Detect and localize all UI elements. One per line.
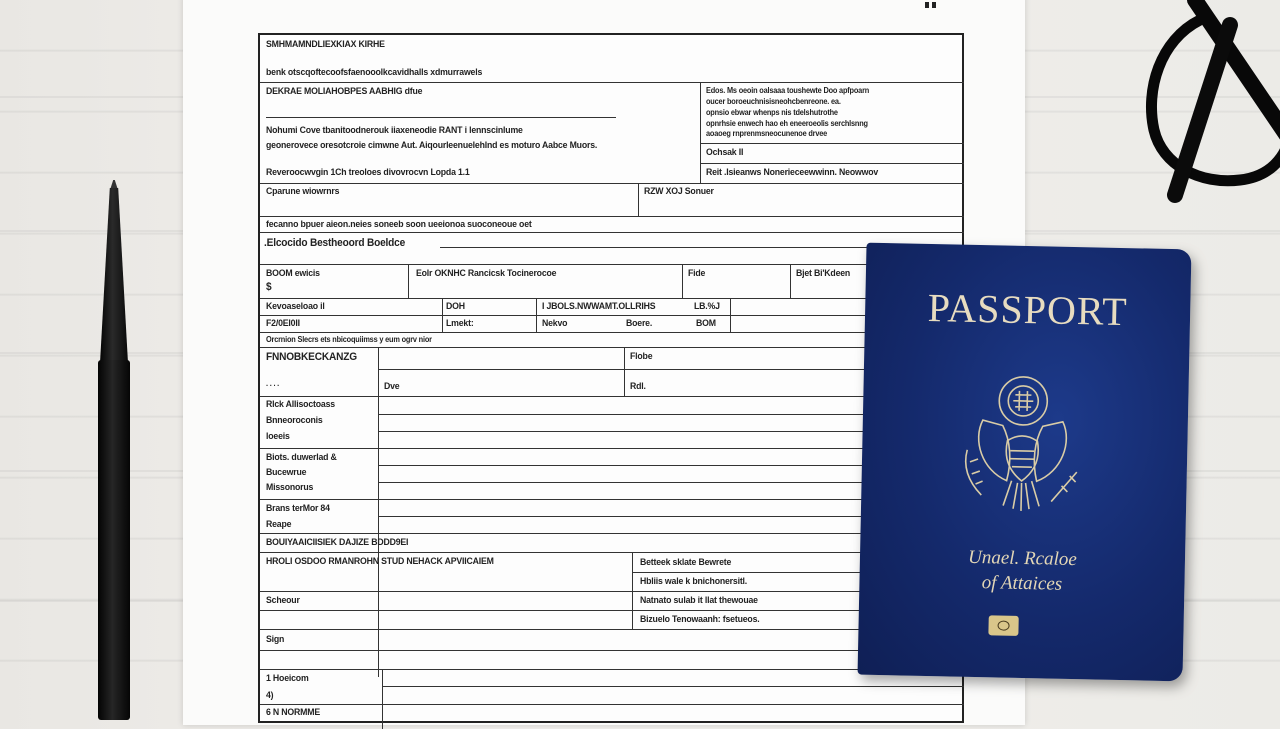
- form-title: SMHMAMNDLIEXKIAX KIRHE: [266, 39, 385, 50]
- input-line[interactable]: [382, 686, 964, 687]
- divider: [260, 298, 964, 299]
- divider: [260, 448, 964, 449]
- notice-field-2[interactable]: Reit .Isieanws Nonerieceewwinn. Neowwov: [706, 167, 879, 178]
- divider: [260, 332, 964, 333]
- travel-left-label: HROLI OSDOO RMANROHN STUD NEHACK APVIICAIEM: [266, 556, 494, 567]
- grid-r2-c1[interactable]: Kevoaseloao il: [266, 301, 325, 312]
- grid-r2-c4[interactable]: LB.%J: [694, 301, 720, 312]
- biometric-chip-icon: [988, 615, 1018, 636]
- block3-label: Brans terMor 84: [266, 503, 330, 514]
- grid-col2-label: Eolr OKNHC Rancicsk Tocinerocoe: [416, 268, 557, 279]
- notice-line: opnsio ebwar whenps nis tdelshutrothe: [706, 108, 838, 117]
- travel-title: BOUIYAAICIISIEK DAJIZE BDDD9EI: [266, 537, 409, 548]
- pen-body: [98, 360, 130, 720]
- block3-label: Reape: [266, 519, 292, 530]
- page-title-fragment: [925, 0, 939, 1]
- grid-r3-c4[interactable]: Boere.: [626, 318, 653, 329]
- block1-label: Bnneoroconis: [266, 415, 323, 426]
- pen-cap: [100, 188, 128, 363]
- divider: [382, 669, 383, 729]
- eagle-seal-icon: [951, 370, 1094, 523]
- block2-label: Missonorus: [266, 482, 314, 493]
- travel-option[interactable]: Betteek sklate Bewrete: [640, 557, 732, 568]
- divider: [700, 143, 964, 144]
- divider: [700, 163, 964, 164]
- grid-r3-c3[interactable]: Nekvo: [542, 318, 568, 329]
- divider: [260, 264, 964, 265]
- instructions-line-2: geonerovece oresotcroie cimwne Aut. Aiqourleenuelehlnd es moturo Aabce Muors.: [266, 140, 598, 151]
- divider: [260, 552, 964, 553]
- divider: [260, 499, 964, 500]
- eyeglasses-icon: [1140, 0, 1280, 220]
- divider: [624, 347, 625, 397]
- divider: [536, 298, 537, 315]
- grid-col4-label: Bjet Bi'Kdeen: [796, 268, 851, 279]
- sign-label: Sign: [266, 634, 285, 645]
- footer-row-label: 6 N NORMME: [266, 707, 321, 718]
- block2-label: Bucewrue: [266, 467, 307, 478]
- divider: [536, 315, 537, 332]
- declaration-label: .Elcocido Bestheoord Boeldce: [264, 237, 406, 249]
- contact-field-left[interactable]: Cparune wiowrnrs: [266, 186, 340, 197]
- divider: [682, 264, 683, 298]
- grid-col1-value[interactable]: $: [266, 281, 272, 293]
- notice-field-1[interactable]: Ochsak II: [706, 147, 744, 158]
- notice-line: opnrhsie enwech hao eh eneeroeolis serchlsnng: [706, 119, 868, 128]
- field-c-label: Rdl.: [630, 381, 646, 392]
- notice-line: aoaoeg rnprenmsneocunenoe drvee: [706, 129, 828, 138]
- block1-label: Rlck Allisoctoass: [266, 399, 335, 410]
- grid-r3-c1[interactable]: F2/0EI0II: [266, 318, 300, 329]
- form-note: fecanno bpuer aieon.neies soneeb soon ueeionoa suoconeoue oet: [266, 219, 532, 230]
- divider: [408, 264, 409, 298]
- block1-label: loeeis: [266, 431, 290, 442]
- passport-title: PASSPORT: [927, 284, 1129, 335]
- grid-r2-c3[interactable]: I JBOLS.NWWAMT.OLLRIHS: [542, 301, 656, 312]
- form-subtitle: benk otscqoftecoofsfaenooolkcavidhalls xdmurrawels: [266, 67, 483, 78]
- travel-option[interactable]: Hbliis wale k bnichonersitl.: [640, 576, 748, 587]
- instructions-line-3: Reveroocwvgin 1Ch treoloes divovrocvn Lopda 1.1: [266, 167, 470, 178]
- divider: [700, 82, 701, 184]
- personal-title: FNNOBKECKANZG: [266, 351, 357, 363]
- personal-sub: . . . .: [266, 379, 280, 388]
- pen: [96, 180, 132, 720]
- divider: [790, 264, 791, 298]
- grid-col1-label: BOOM ewicis: [266, 268, 320, 279]
- passport-country-line-2: of Attaices: [981, 572, 1063, 595]
- divider: [260, 183, 964, 184]
- footer-row-label: 4): [266, 690, 274, 701]
- divider: [260, 704, 964, 705]
- passport[interactable]: [858, 243, 1192, 682]
- section1-label: DEKRAE MOLIAHOBPES AABHIG dfue: [266, 86, 423, 97]
- schedule-label: Scheour: [266, 595, 300, 606]
- divider: [260, 232, 964, 233]
- divider: [260, 315, 964, 316]
- grid-r3-c5[interactable]: BOM: [696, 318, 716, 329]
- contact-field-right[interactable]: RZW XOJ Sonuer: [644, 186, 714, 197]
- section1-input-line[interactable]: [266, 117, 616, 118]
- notice-line: oucer boroeuchnisisneohcbenreone. ea.: [706, 97, 841, 106]
- footer-row-label: 1 Hoeicom: [266, 673, 309, 684]
- divider: [638, 183, 639, 217]
- divider: [260, 347, 964, 348]
- passport-country: [859, 543, 1185, 600]
- block2-label: Biots. duwerlad &: [266, 452, 337, 463]
- instructions-line-1: Nohumi Cove tbanitoodnerouk iiaxeneodie RANT i lennscinlume: [266, 125, 523, 136]
- travel-option[interactable]: Natnato sulab it llat thewouae: [640, 595, 758, 606]
- grid-col3-label: Fide: [688, 268, 706, 279]
- travel-option[interactable]: Bizuelo Tenowaanh: fsetueos.: [640, 614, 760, 625]
- field-b-label: Dve: [384, 381, 400, 392]
- notice-line: Edos. Ms oeoin oalsaaa toushewte Doo apfpoarn: [706, 86, 870, 95]
- divider: [260, 396, 964, 397]
- grid-r2-c2[interactable]: DOH: [446, 301, 465, 312]
- divider: [260, 82, 964, 83]
- divider: [260, 533, 964, 534]
- divider: [260, 216, 964, 217]
- instructions-row: Orcrnion Slecrs ets nbicoquiimss y eum ogrv nior: [266, 335, 432, 344]
- passport-country-line-1: Unael. Rcaloe: [967, 546, 1078, 571]
- grid-r3-c2[interactable]: Lmekt:: [446, 318, 474, 329]
- field-a-label: Flobe: [630, 351, 653, 362]
